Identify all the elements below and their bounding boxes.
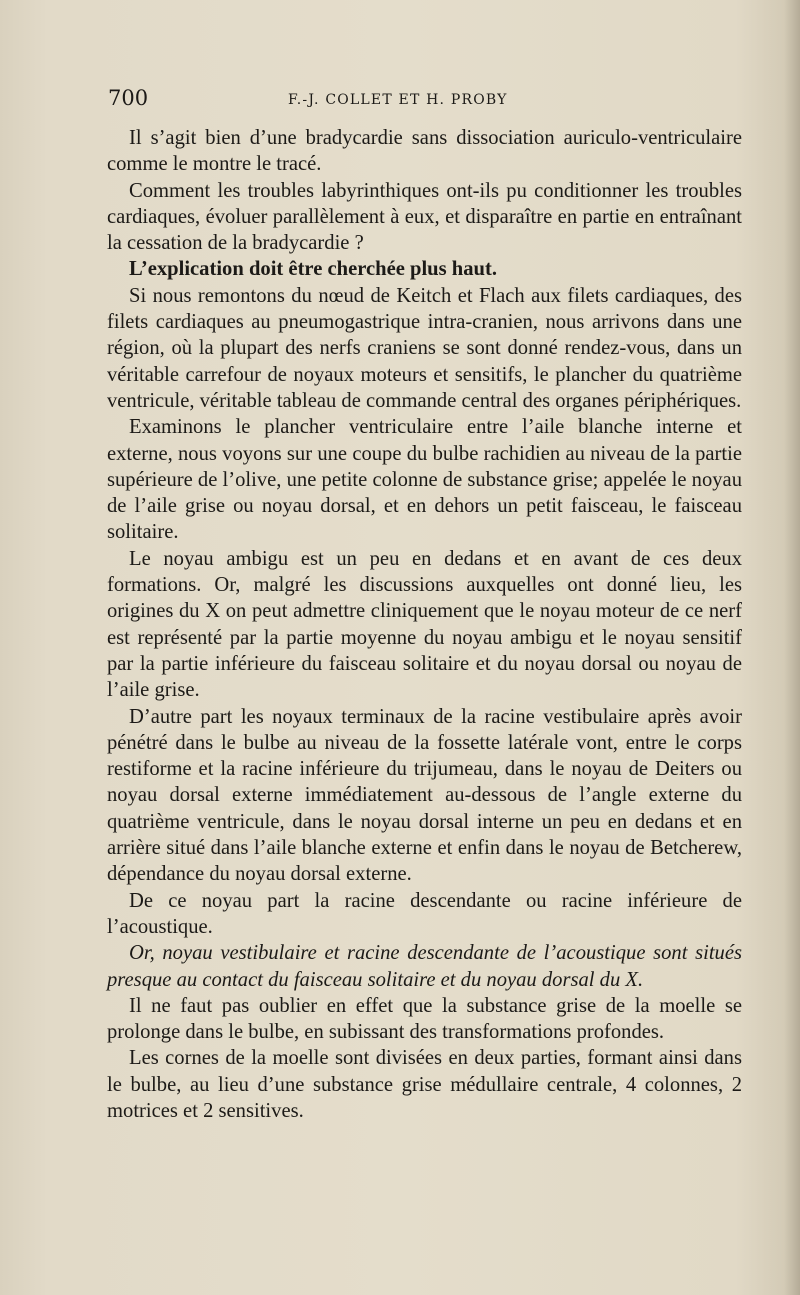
paragraph: Il s’agit bien d’une bradycardie sans dissociation auriculo-ventriculaire comme le montre le tracé. <box>107 127 742 176</box>
paragraph: De ce noyau part la racine descendante ou racine inférieure de l’acoustique. <box>107 889 742 938</box>
paragraph: D’autre part les noyaux terminaux de la racine vestibulaire après avoir pénétré dans le bulbe au niveau de la fossette latérale vont, entre le corps restiforme et la racine inférieure du trijumeau, dans le noyau de Deiters ou noyau dorsal externe immédiatement au-dessous de l’angle externe du quatrième ventricule, dans le noyau dorsal interne un peu en dedans et en arrière situé dans l’aile blanche externe et enfin dans le noyau de Betcherew, dépendance du noyau dorsal externe. <box>107 705 742 886</box>
paragraph: Comment les troubles labyrinthiques ont-ils pu conditionner les troubles cardiaques, évoluer parallèlement à eux, et disparaître en partie en entraînant la cessation de la bradycardie ? <box>107 179 742 255</box>
page-edge-shadow <box>784 0 800 1295</box>
paragraph-italic: Or, noyau vestibulaire et racine descendante de l’acoustique sont situés presque au contact du faisceau solitaire et du noyau dorsal du X. <box>107 942 742 991</box>
body-text <box>107 125 742 1124</box>
running-head: F.-J. COLLET ET H. PROBY <box>288 92 508 108</box>
paragraph: Si nous remontons du nœud de Keitch et Flach aux filets cardiaques, des filets cardiaques au pneumogastrique intra-cranien, nous arrivons dans une région, où la plupart des nerfs craniens se sont donné rendez-vous, dans un véritable carrefour de noyaux moteurs et sensitifs, le plancher du quatrième ventricule, véritable tableau de commande central des organes périphériques. <box>107 284 742 412</box>
paragraph: Examinons le plancher ventriculaire entre l’aile blanche interne et externe, nous voyons sur une coupe du bulbe rachidien au niveau de la partie supérieure de l’olive, une petite colonne de substance grise; appelée le noyau de l’aile grise ou noyau dorsal, et en dehors un petit faisceau, le faisceau solitaire. <box>107 416 742 544</box>
paragraph: Il ne faut pas oublier en effet que la substance grise de la moelle se prolonge dans le bulbe, en subissant des transformations profondes. <box>107 994 742 1044</box>
paragraph: Les cornes de la moelle sont divisées en deux parties, formant ainsi dans le bulbe, au lieu d’une substance grise médullaire centrale, 4 colonnes, 2 motrices et 2 sensitives. <box>107 1047 742 1122</box>
paragraph: Le noyau ambigu est un peu en dedans et en avant de ces deux formations. Or, malgré les discussions auxquelles ont donné lieu, les origines du X on peut admettre cliniquement que le noyau moteur de ce nerf est représenté par la partie moyenne du noyau ambigu et le noyau sensitif par la partie inférieure du faisceau solitaire et du noyau dorsal ou noyau de l’aile grise. <box>107 547 742 702</box>
paragraph-bold: L’explication doit être cherchée plus haut. <box>129 258 498 281</box>
page-header <box>108 86 740 116</box>
page-number: 700 <box>108 86 149 110</box>
